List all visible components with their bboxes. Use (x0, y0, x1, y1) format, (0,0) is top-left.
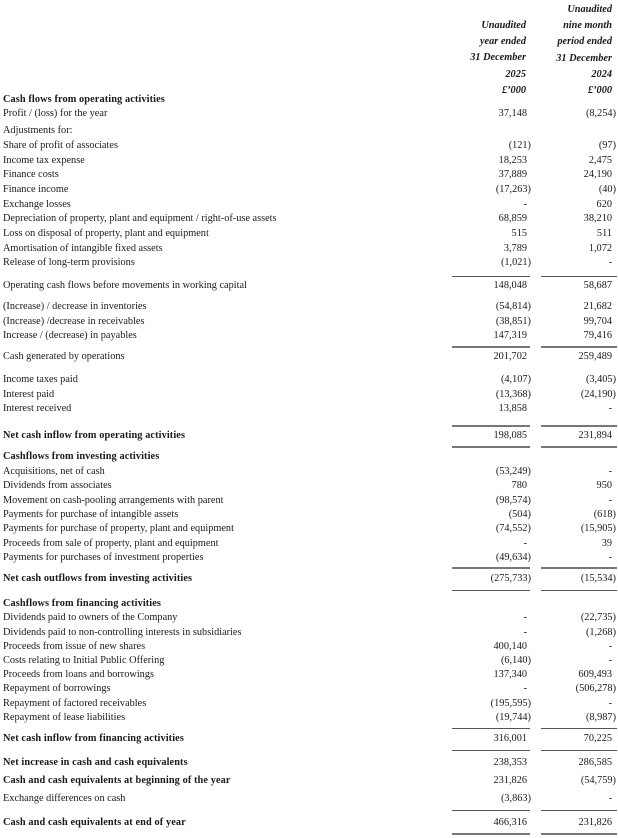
value-2024: 231,894 (578, 430, 612, 441)
value-2025: - (523, 538, 527, 549)
value-2024: 620 (596, 199, 612, 210)
value-2024: (8,987) (585, 712, 616, 723)
value-2024: (618) (593, 509, 616, 520)
row-label: Cash and cash equivalents at end of year (3, 817, 186, 828)
total-rule (541, 590, 617, 591)
value-2025: (19,744) (495, 712, 531, 723)
row-label: Income taxes paid (3, 374, 78, 385)
value-2025: 3,789 (503, 243, 527, 254)
row-label: Cash flows from operating activities (3, 94, 165, 105)
value-2025: 780 (511, 480, 527, 491)
row-label: Finance income (3, 184, 69, 195)
value-2024: 950 (596, 480, 612, 491)
row-label: Dividends paid to non-controlling interests in subsidiaries (3, 627, 242, 638)
header-line: £’000 (587, 85, 612, 97)
value-2024: 1,072 (588, 243, 612, 254)
value-2025: (1,021) (500, 257, 531, 268)
value-2025: (195,595) (490, 698, 531, 709)
value-2024: (3,405) (585, 374, 616, 385)
value-2025: 400,140 (493, 641, 527, 652)
table-row (0, 654, 618, 668)
table-row (0, 711, 618, 725)
table-row (0, 256, 618, 270)
total-rule (541, 810, 617, 811)
table-row (0, 551, 618, 565)
row-label: Income tax expense (3, 155, 85, 166)
table-row (0, 402, 618, 416)
value-2025: 231,826 (493, 775, 527, 786)
row-label: Proceeds from loans and borrowings (3, 669, 154, 680)
value-2025: 68,859 (498, 213, 527, 224)
total-rule (452, 425, 530, 427)
table-row (0, 168, 618, 182)
row-label: Exchange losses (3, 199, 71, 210)
table-row (0, 508, 618, 522)
total-rule (452, 346, 530, 348)
row-label: Interest paid (3, 389, 55, 400)
table-row (0, 139, 618, 153)
row-label: Cash generated by operations (3, 351, 125, 362)
row-label: Finance costs (3, 169, 59, 180)
value-2025: (4,107) (500, 374, 531, 385)
total-rule (541, 346, 617, 348)
table-row (0, 465, 618, 479)
table-row (0, 154, 618, 168)
table-row (0, 682, 618, 696)
table-row (0, 198, 618, 212)
table-row (0, 626, 618, 640)
value-2025: 18,253 (498, 155, 527, 166)
value-2025: 37,889 (498, 169, 527, 180)
section-row (0, 732, 618, 746)
value-2025: 466,316 (493, 817, 527, 828)
value-2024: 286,585 (578, 757, 612, 768)
value-2024: - (608, 495, 612, 506)
table-row (0, 668, 618, 682)
row-label: Payments for purchase of property, plant and equipment (3, 523, 234, 534)
value-2024: 609,493 (578, 669, 612, 680)
row-label: Share of profit of associates (3, 140, 118, 151)
section-row (0, 572, 618, 586)
value-2025: (3,863) (500, 793, 531, 804)
section-row (0, 774, 618, 788)
value-2025: 148,048 (493, 280, 527, 291)
header-line: 31 December (470, 52, 526, 64)
row-label: Proceeds from issue of new shares (3, 641, 146, 652)
row-label: Adjustments for: (3, 125, 73, 136)
value-2024: 259,489 (578, 351, 612, 362)
row-label: Movement on cash-pooling arrangements with parent (3, 495, 224, 506)
header-line: period ended (557, 36, 612, 48)
row-label: Net increase in cash and cash equivalents (3, 757, 188, 768)
row-label: Net cash inflow from financing activities (3, 733, 184, 744)
table-row (0, 537, 618, 551)
row-label: Net cash inflow from operating activities (3, 430, 186, 441)
table-row (0, 792, 618, 806)
header-line: year ended (479, 36, 526, 48)
section-row (0, 450, 618, 464)
header-line: 2025 (505, 68, 526, 80)
value-2024: - (608, 698, 612, 709)
row-label: Repayment of borrowings (3, 683, 111, 694)
table-row (0, 315, 618, 329)
value-2025: (54,814) (495, 301, 531, 312)
table-row (0, 494, 618, 508)
row-label: Depreciation of property, plant and equipment / right-of-use assets (3, 213, 277, 224)
value-2024: 511 (596, 228, 612, 239)
table-row (0, 227, 618, 241)
table-row (0, 611, 618, 625)
value-2024: - (608, 403, 612, 414)
section-row (0, 597, 618, 611)
total-rule (452, 446, 530, 448)
total-rule (541, 728, 617, 729)
value-2025: 316,001 (493, 733, 527, 744)
column-header-2025 (470, 18, 526, 99)
row-label: Exchange differences on cash (3, 793, 126, 804)
row-label: Operating cash flows before movements in working capital (3, 280, 247, 291)
row-label: Dividends from associates (3, 480, 112, 491)
table-row (0, 350, 618, 364)
value-2024: 2,475 (588, 155, 612, 166)
table-row (0, 212, 618, 226)
value-2024: (15,905) (580, 523, 616, 534)
value-2025: 238,353 (493, 757, 527, 768)
value-2024: 79,416 (583, 330, 612, 341)
row-label: Increase / (decrease) in payables (3, 330, 137, 341)
row-label: Loss on disposal of property, plant and equipment (3, 228, 209, 239)
table-row (0, 522, 618, 536)
value-2025: 147,319 (493, 330, 527, 341)
header-line: 31 December (556, 52, 612, 64)
table-row (0, 107, 618, 121)
total-rule (452, 810, 530, 811)
value-2024: - (608, 257, 612, 268)
total-rule (541, 276, 617, 277)
table-row (0, 300, 618, 314)
value-2024: 58,687 (583, 280, 612, 291)
row-label: Net cash outflows from investing activities (3, 573, 193, 584)
value-2024: (8,254) (585, 108, 616, 119)
row-label: Cashflows from investing activities (3, 451, 160, 462)
value-2024: 231,826 (578, 817, 612, 828)
total-rule (452, 750, 530, 751)
row-label: Proceeds from sale of property, plant and equipment (3, 538, 219, 549)
table-row (0, 373, 618, 387)
value-2024: (22,735) (580, 612, 616, 623)
row-label: Dividends paid to owners of the Company (3, 612, 178, 623)
row-label: (Increase) / decrease in inventories (3, 301, 147, 312)
value-2025: (13,368) (495, 389, 531, 400)
value-2025: - (523, 612, 527, 623)
row-label: Cashflows from financing activities (3, 598, 162, 609)
column-header-2024 (556, 2, 612, 99)
value-2024: (15,534) (580, 573, 616, 584)
value-2024: - (608, 641, 612, 652)
value-2024: 70,225 (583, 733, 612, 744)
value-2025: (98,574) (495, 495, 531, 506)
total-rule (541, 446, 617, 448)
row-label: Cash and cash equivalents at beginning of the year (3, 775, 231, 786)
table-row (0, 124, 618, 138)
value-2025: (53,249) (495, 466, 531, 477)
column-headers (0, 0, 618, 95)
value-2025: (49,634) (495, 552, 531, 563)
value-2025: - (523, 683, 527, 694)
header-line: £’000 (501, 84, 526, 96)
value-2024: (506,278) (575, 683, 616, 694)
value-2025: (38,851) (495, 316, 531, 327)
value-2025: (121) (508, 140, 531, 151)
total-rule (452, 590, 530, 591)
value-2024: 38,210 (583, 213, 612, 224)
value-2024: (40) (598, 184, 616, 195)
total-rule (452, 833, 530, 835)
value-2025: (275,733) (490, 573, 531, 584)
value-2024: - (608, 793, 612, 804)
total-rule (452, 567, 530, 569)
header-line: nine month (563, 20, 612, 32)
header-line: Unaudited (567, 4, 612, 15)
value-2024: - (608, 655, 612, 666)
value-2024: 21,682 (583, 301, 612, 312)
row-label: Profit / (loss) for the year (3, 108, 108, 119)
table-row (0, 242, 618, 256)
row-label: (Increase) /decrease in receivables (3, 316, 145, 327)
value-2025: (74,552) (495, 523, 531, 534)
total-rule (541, 750, 617, 751)
row-label: Release of long-term provisions (3, 257, 135, 268)
value-2025: 137,340 (493, 669, 527, 680)
row-label: Acquisitions, net of cash (3, 466, 105, 477)
value-2024: (24,190) (580, 389, 616, 400)
value-2025: (504) (508, 509, 531, 520)
row-label: Interest received (3, 403, 72, 414)
value-2024: (54,759) (580, 775, 616, 786)
row-label: Amortisation of intangible fixed assets (3, 243, 163, 254)
section-row (0, 429, 618, 443)
value-2025: (17,263) (495, 184, 531, 195)
header-line: Unaudited (481, 20, 526, 31)
section-row (0, 756, 618, 770)
value-2025: - (523, 627, 527, 638)
value-2024: (97) (598, 140, 616, 151)
total-rule (452, 728, 530, 729)
section-row (0, 816, 618, 830)
table-row (0, 183, 618, 197)
row-label: Repayment of factored receivables (3, 698, 147, 709)
section-row (0, 93, 618, 107)
total-rule (541, 567, 617, 569)
table-row (0, 388, 618, 402)
total-rule (452, 276, 530, 277)
value-2024: 39 (601, 538, 612, 549)
value-2025: 201,702 (493, 351, 527, 362)
row-label: Repayment of lease liabilities (3, 712, 126, 723)
table-row (0, 697, 618, 711)
value-2025: 13,858 (498, 403, 527, 414)
table-row (0, 329, 618, 343)
table-row (0, 279, 618, 293)
row-label: Costs relating to Initial Public Offering (3, 655, 165, 666)
value-2024: 99,704 (583, 316, 612, 327)
value-2024: - (608, 552, 612, 563)
total-rule (541, 425, 617, 427)
row-label: Payments for purchase of intangible assets (3, 509, 179, 520)
value-2025: (6,140) (500, 655, 531, 666)
header-line: 2024 (591, 68, 612, 80)
table-row (0, 479, 618, 493)
value-2025: - (523, 199, 527, 210)
value-2024: (1,268) (585, 627, 616, 638)
value-2025: 37,148 (498, 108, 527, 119)
row-label: Payments for purchases of investment properties (3, 552, 204, 563)
table-row (0, 640, 618, 654)
total-rule (541, 833, 617, 835)
value-2025: 515 (511, 228, 527, 239)
value-2024: 24,190 (583, 169, 612, 180)
value-2025: 198,085 (493, 430, 527, 441)
value-2024: - (608, 466, 612, 477)
